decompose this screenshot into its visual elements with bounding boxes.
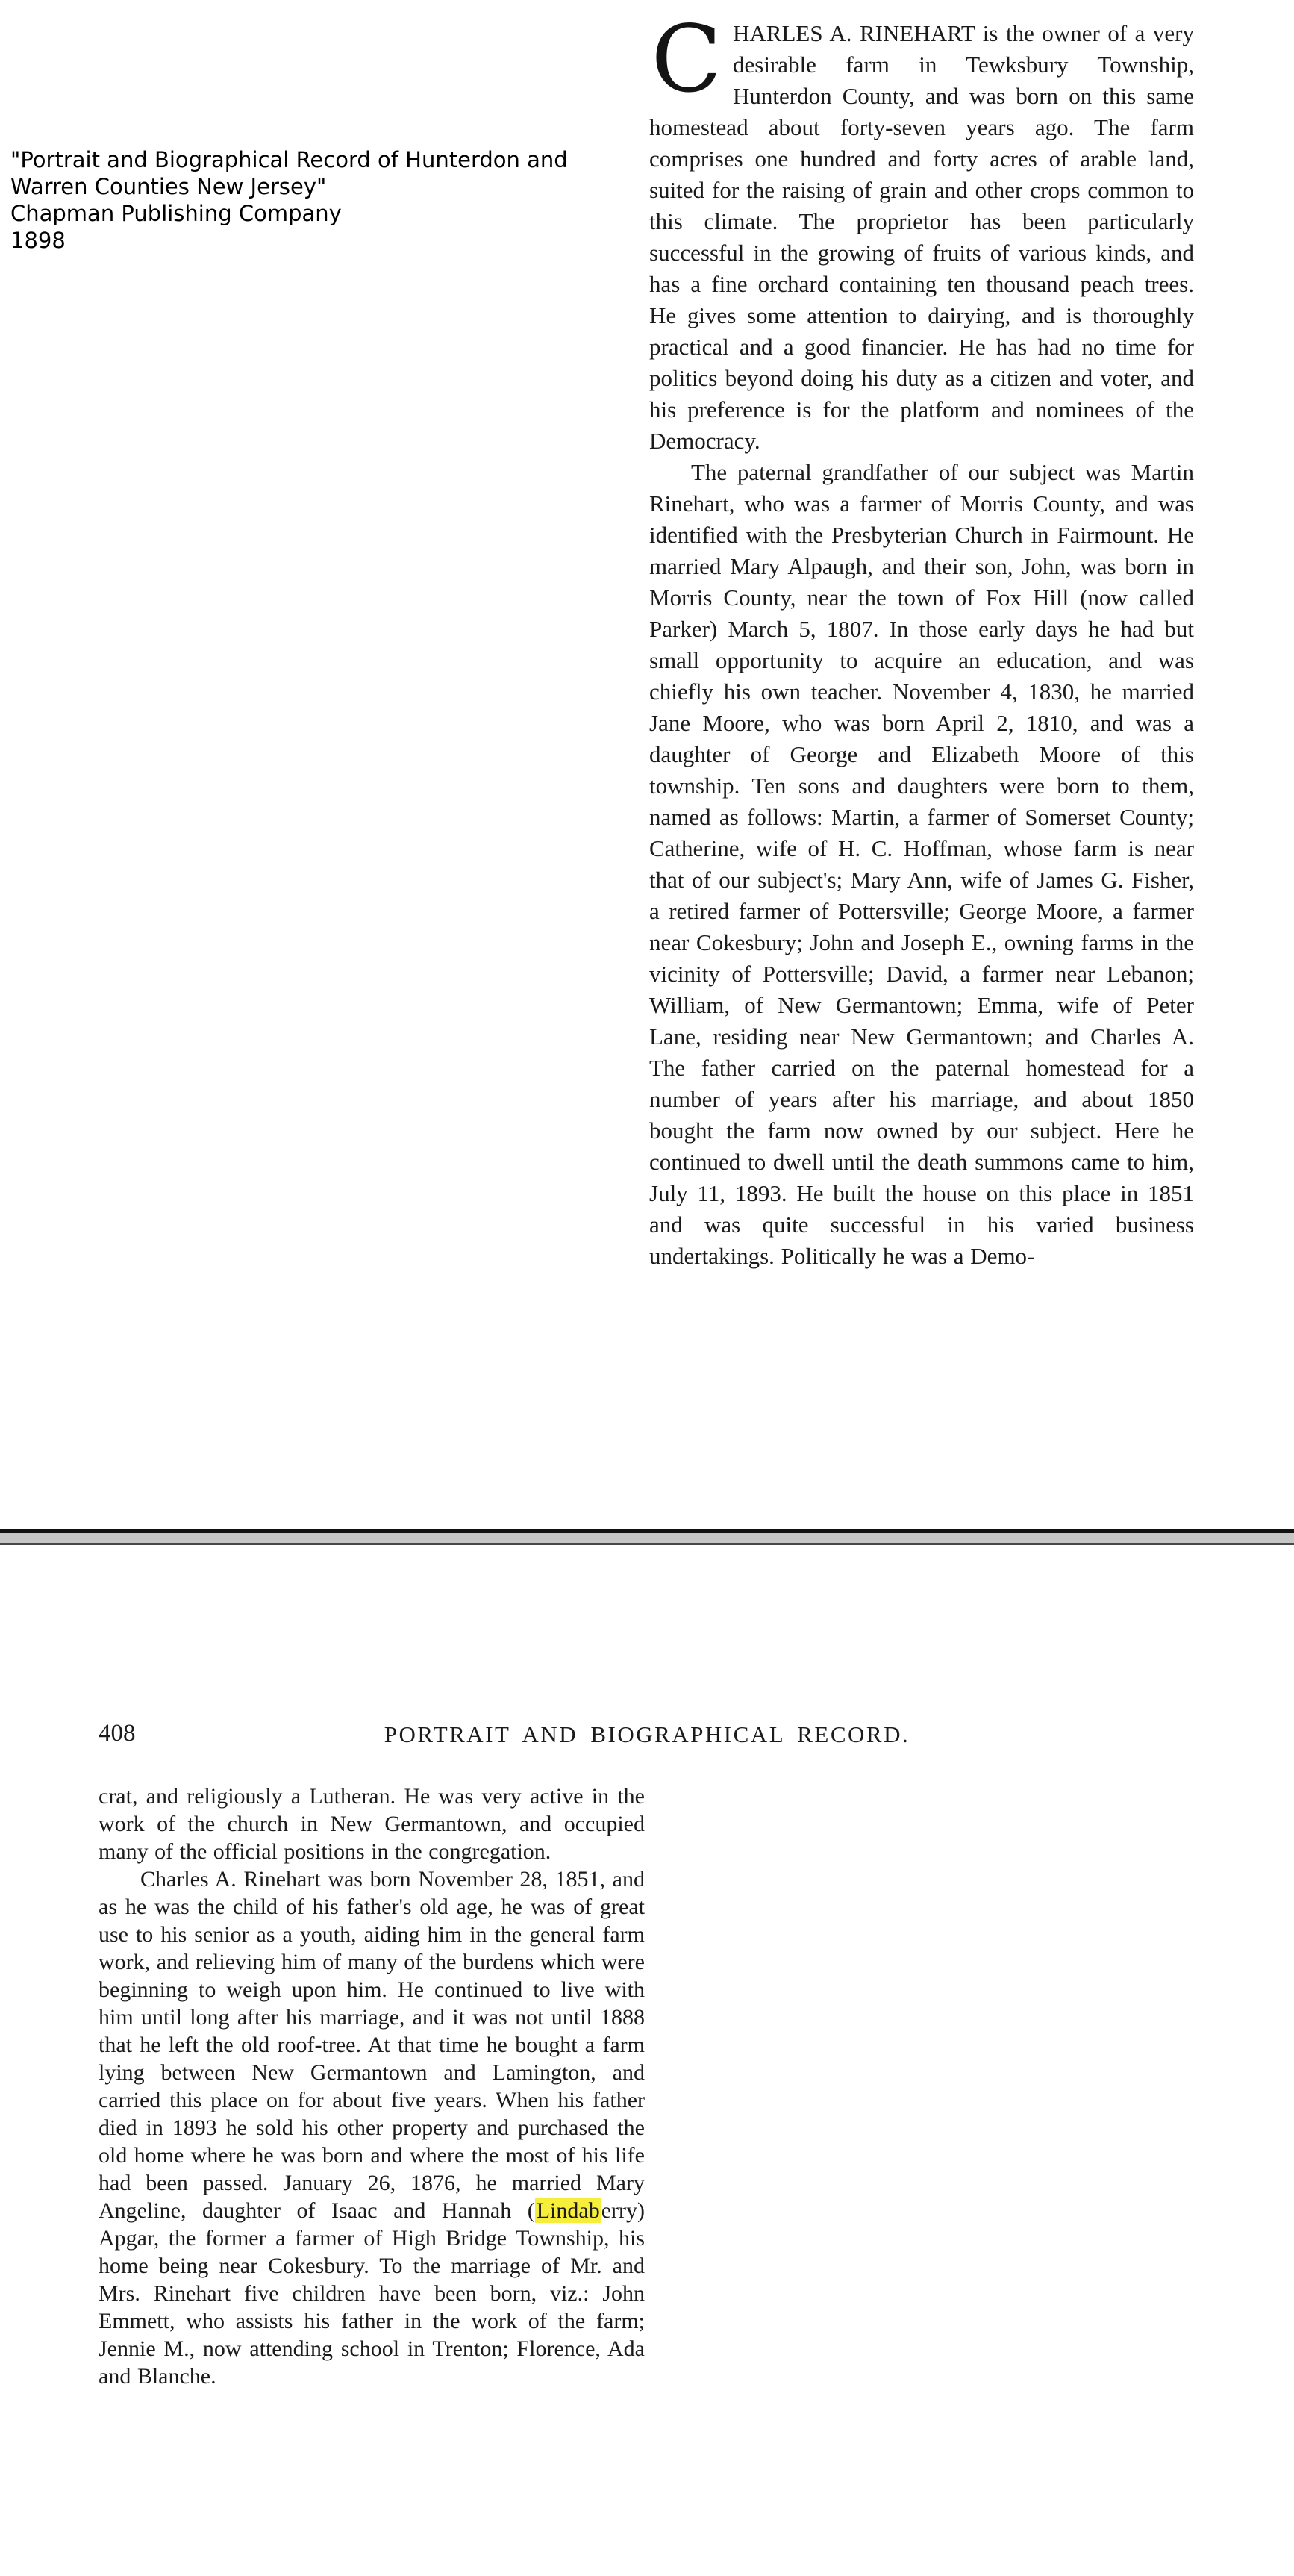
page1-paragraph-1-text: HARLES A. RINEHART is the owner of a very desirable farm in Tewksbury Township, Hunterdon County, and was born on this same homestead about forty-seven years ago. The farm comprises one hundred and forty acres of arable land, suited for the raising of grain and other crops common to this climate. The proprietor has been particularly successful in the growing of fruits of various kinds, and has a fine orchard containing ten thousand peach trees. He gives some attention to dairying, and is thoroughly practical and a good financier. He has had no time for politics beyond doing his duty as a citizen and voter, and his preference is for the platform and nominees of the Democracy. [649,20,1194,454]
page2-paragraph-2-after: erry) Apgar, the former a farmer of High Bridge Township, his home being near Cokesbury. To the marriage of Mr. and Mrs. Rinehart five children have been born, viz.: John Emmett, who assists his father in the work of the farm; Jennie M., now attending school in Trenton; Florence, Ada and Blanche. [99,2198,645,2389]
page1-text-column [649,6,1194,1272]
page-divider-bar [0,1529,1294,1545]
citation-publisher: Chapman Publishing Company [10,201,342,226]
citation-year: 1898 [10,228,66,253]
page1-paragraph-2 [649,457,1194,1272]
running-header: PORTRAIT AND BIOGRAPHICAL RECORD. [384,1721,910,1747]
page2-paragraph-1 [99,1783,645,1865]
page2-text-column [99,1783,645,2390]
citation-title-line1: "Portrait and Biographical Record of Hunterdon and [10,147,568,172]
page2-paragraph-2 [99,1865,645,2390]
citation-title-line2: Warren Counties New Jersey" [10,174,327,199]
page1-paragraph-2-text: The paternal grandfather of our subject was Martin Rinehart, who was a farmer of Morris County, and was identified with the Presbyterian Church in Fairmount. He married Mary Alpaugh, and their son, John, was born in Morris County, near the town of Fox Hill (now called Parker) March 5, 1807. In those early days he had but small opportunity to acquire an education, and was chiefly his own teacher. November 4, 1830, he married Jane Moore, who was born April 2, 1810, and was a daughter of George and Elizabeth Moore of this township. Ten sons and daughters were born to them, named as follows: Martin, a farmer of Somerset County; Catherine, wife of H. C. Hoffman, whose farm is near that of our subject's; Mary Ann, wife of James G. Fisher, a retired farmer of Pottersville; George Moore, a farmer near Cokesbury; John and Joseph E., owning farms in the vicinity of Pottersville; David, a farmer near Lebanon; William, of New Germantown; Emma, wife of Peter Lane, residing near New Germantown; and Charles A. The father carried on the paternal homestead for a number of years after his marriage, and about 1850 bought the farm now owned by our subject. Here he continued to dwell until the death summons came to him, July 11, 1893. He built the house on this place in 1851 and was quite successful in his varied business undertakings. Politically he was a Demo- [649,459,1194,1269]
page1-paragraph-1 [649,6,1194,457]
page-number: 408 [99,1720,136,1747]
drop-cap-initial: C [651,6,722,113]
page2-paragraph-2-before: Charles A. Rinehart was born November 28, 1851, and as he was the child of his father's old age, he was of great use to his senior as a youth, aiding him in the general farm work, and relieving him of many of the burdens which were beginning to weigh upon him. He continued to live with him until long after his marriage, and it was not until 1888 that he left the old roof-tree. At that time he bought a farm lying between New Germantown and Lamington, and carried this place on for about five years. When his father died in 1893 he sold his other property and purchased the old home where he was born and where the most of his life had been passed. January 26, 1876, he married Mary Angeline, daughter of Isaac and Hannah ( [99,1867,645,2223]
citation-overlay [10,146,607,254]
search-highlight: Lindab [536,2198,600,2223]
page2-paragraph-1-text: crat, and religiously a Lutheran. He was very active in the work of the church in New Germantown, and occupied many of the official positions in the congregation. [99,1784,645,1864]
